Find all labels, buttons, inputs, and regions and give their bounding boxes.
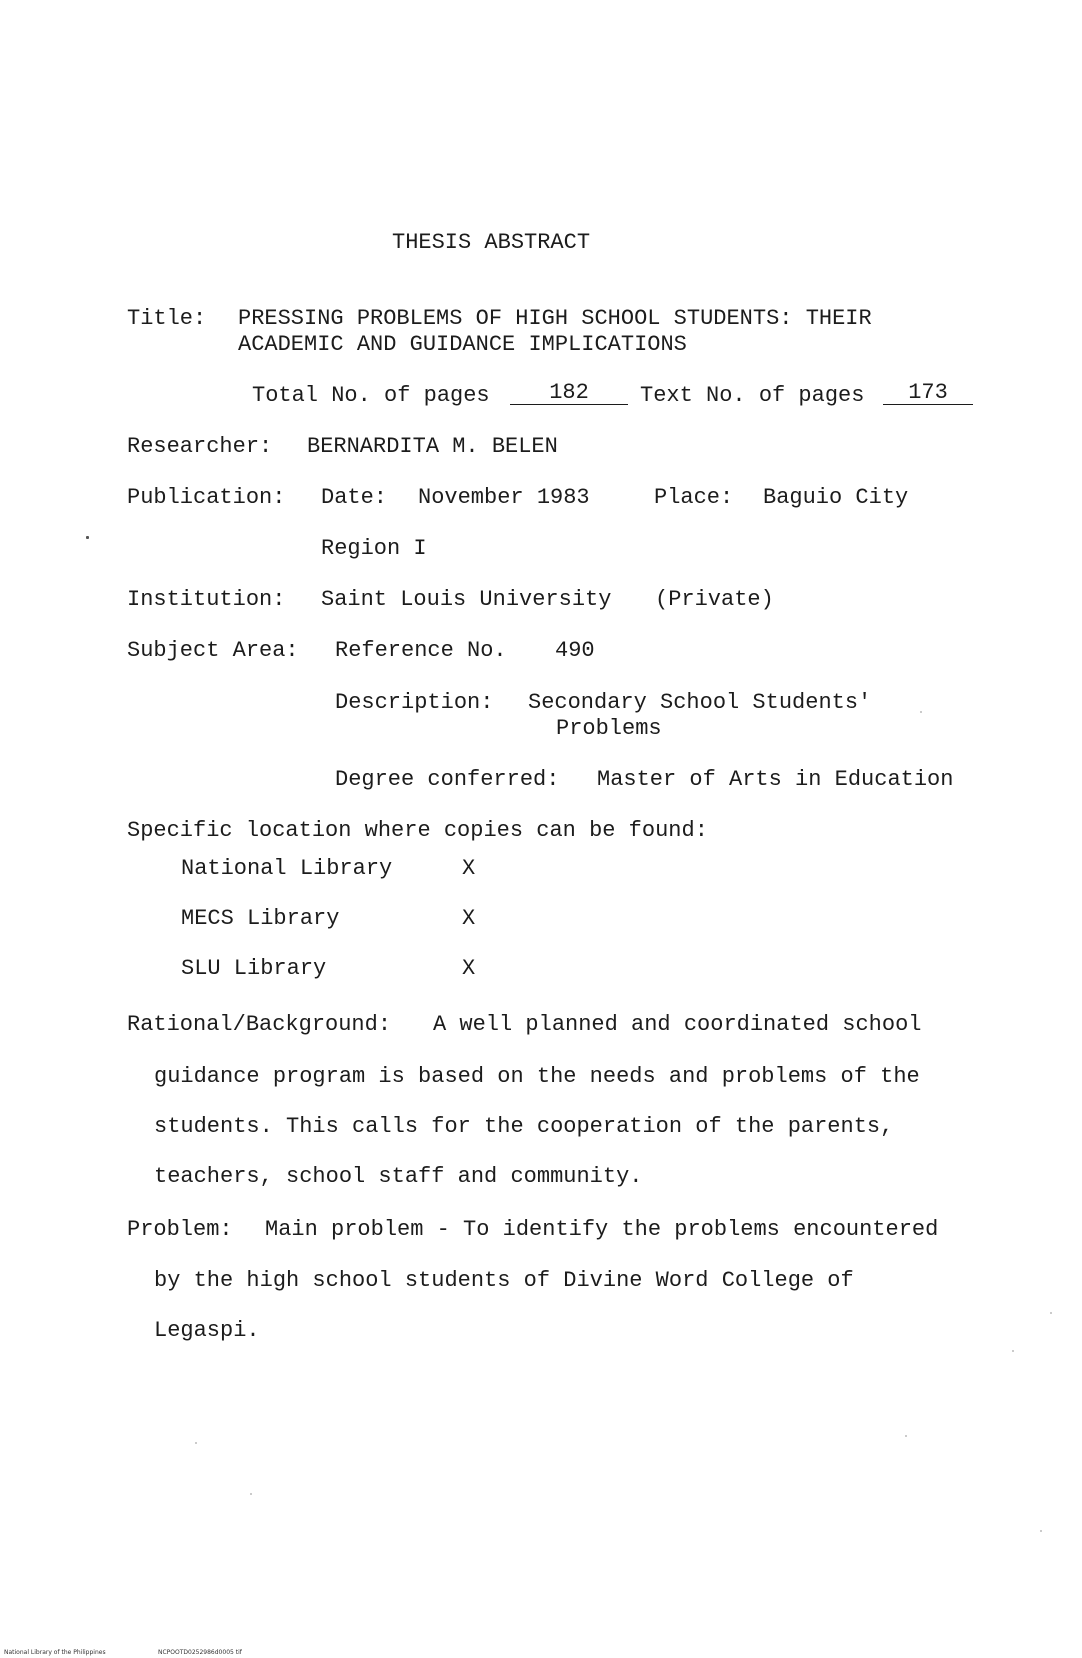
page-title: THESIS ABSTRACT [392, 230, 591, 255]
scan-speck [905, 1435, 907, 1437]
date-value: November 1983 [418, 485, 590, 510]
researcher-label: Researcher: [127, 434, 273, 459]
scan-speck [1012, 1350, 1014, 1352]
rationale-line-4: teachers, school staff and community. [154, 1164, 643, 1189]
location-name: National Library [181, 856, 393, 881]
scan-speck [1050, 1312, 1052, 1314]
footer-filename: NCPOOTD0252986d0005 tif [158, 1649, 242, 1656]
rationale-label: Rational/Background: [127, 1012, 392, 1037]
researcher-name: BERNARDITA M. BELEN [307, 434, 558, 459]
institution-name: Saint Louis University [321, 587, 612, 612]
scan-speck [86, 536, 89, 539]
location-mark: X [462, 856, 476, 881]
rationale-line-1: A well planned and coordinated school [433, 1012, 922, 1037]
title-line-1: PRESSING PROBLEMS OF HIGH SCHOOL STUDENTS: THEIR [238, 306, 872, 331]
footer-library: National Library of the Philippines [4, 1649, 106, 1656]
location-name: MECS Library [181, 906, 340, 931]
text-pages-label: Text No. of pages [640, 383, 865, 408]
region-value: Region I [321, 536, 427, 561]
reference-value: 490 [555, 638, 595, 663]
problem-line-3: Legaspi. [154, 1318, 260, 1343]
scan-speck [250, 1493, 252, 1495]
scan-speck [1040, 1530, 1042, 1532]
subject-area-label: Subject Area: [127, 638, 299, 663]
problem-line-1: Main problem - To identify the problems encountered [265, 1217, 939, 1242]
institution-label: Institution: [127, 587, 286, 612]
title-line-2: ACADEMIC AND GUIDANCE IMPLICATIONS [238, 332, 687, 357]
total-pages-number: 182 [510, 382, 628, 405]
problem-line-2: by the high school students of Divine Word College of [154, 1268, 854, 1293]
title-label: Title: [127, 306, 207, 331]
total-pages-value [510, 382, 628, 405]
place-value: Baguio City [763, 485, 909, 510]
total-pages-label: Total No. of pages [252, 383, 490, 408]
degree-label: Degree conferred: [335, 767, 560, 792]
text-pages-number: 173 [883, 382, 973, 405]
rationale-line-3: students. This calls for the cooperation of the parents, [154, 1114, 894, 1139]
problem-label: Problem: [127, 1217, 233, 1242]
reference-label: Reference No. [335, 638, 507, 663]
description-line-2: Problems [556, 716, 662, 741]
rationale-line-2: guidance program is based on the needs and problems of the [154, 1064, 920, 1089]
scan-speck [195, 1442, 197, 1444]
description-label: Description: [335, 690, 494, 715]
location-name: SLU Library [181, 956, 327, 981]
location-mark: X [462, 956, 476, 981]
publication-label: Publication: [127, 485, 286, 510]
date-label: Date: [321, 485, 388, 510]
text-pages-value [883, 382, 973, 405]
scan-speck [920, 711, 922, 713]
location-mark: X [462, 906, 476, 931]
description-line-1: Secondary School Students' [528, 690, 872, 715]
locations-label: Specific location where copies can be found: [127, 818, 708, 843]
institution-type: (Private) [655, 587, 774, 612]
degree-value: Master of Arts in Education [597, 767, 954, 792]
place-label: Place: [654, 485, 734, 510]
